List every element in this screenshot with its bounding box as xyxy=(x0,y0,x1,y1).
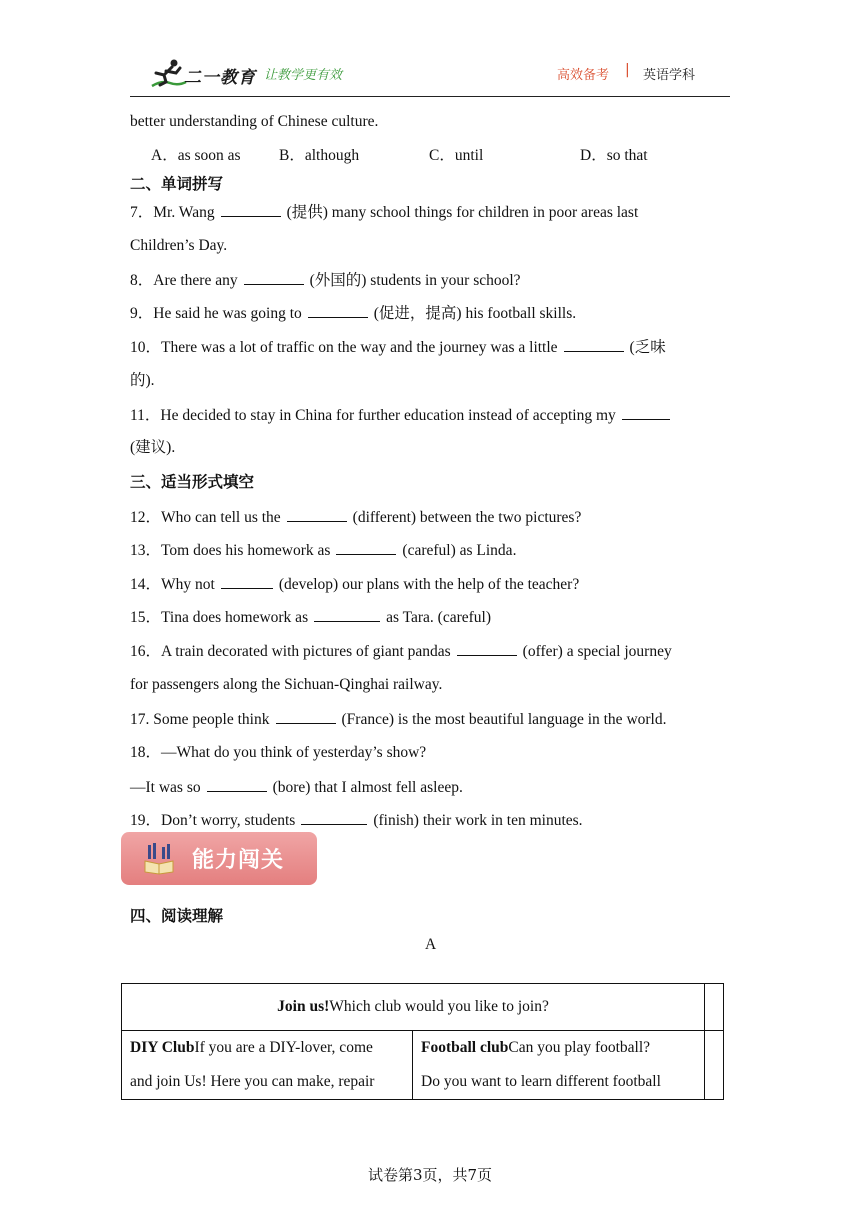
football-club-text-2: Do you want to learn different football xyxy=(421,1073,661,1090)
q13-text: 13．Tom does his homework as xyxy=(130,542,331,559)
q18-blank[interactable] xyxy=(207,777,267,792)
q16-blank[interactable] xyxy=(457,641,517,656)
q6-option-d: D．so that xyxy=(580,147,648,164)
q15-text: 15．Tina does homework as xyxy=(130,609,309,626)
q6-continuation: better understanding of Chinese culture. xyxy=(130,113,379,130)
q14-text-after: (develop) our plans with the help of the teacher? xyxy=(278,576,580,593)
header-bold: Join us! xyxy=(277,998,330,1015)
q8-text-after: (外国的) students in your school? xyxy=(309,272,521,289)
q8-blank[interactable] xyxy=(244,270,304,285)
q17-blank[interactable] xyxy=(276,709,336,724)
q11-continuation: (建议). xyxy=(130,439,176,456)
q14-blank[interactable] xyxy=(221,574,273,589)
question-15 xyxy=(130,607,491,628)
section4-title: 四、阅读理解 xyxy=(130,907,224,925)
diy-club-text-2: and join Us! Here you can make, repair xyxy=(130,1073,375,1090)
diy-club-text: If you are a DIY-lover, come xyxy=(194,1039,373,1056)
q16-text-after: (offer) a special journey xyxy=(522,643,672,660)
q9-text-after: (促进，提高) his football skills. xyxy=(373,305,577,322)
q18-answer-line xyxy=(130,777,463,798)
q18-text-after: (bore) that I almost fell asleep. xyxy=(272,779,463,796)
question-8 xyxy=(130,270,521,291)
q11-blank[interactable] xyxy=(622,405,670,420)
q17-text: 17. Some people think xyxy=(130,711,270,728)
section3-title: 三、适当形式填空 xyxy=(130,473,255,491)
q13-text-after: (careful) as Linda. xyxy=(402,542,517,559)
q6-option-b: B．although xyxy=(279,147,360,164)
passage-label: A xyxy=(425,936,437,953)
header-tag-right: 英语学科 xyxy=(643,68,696,83)
diy-club-cell xyxy=(122,1031,413,1100)
header-separator: | xyxy=(625,62,630,78)
q12-text-after: (different) between the two pictures? xyxy=(352,509,582,526)
q14-text: 14．Why not xyxy=(130,576,215,593)
question-12 xyxy=(130,507,581,528)
question-7 xyxy=(130,202,638,223)
table-empty-cell xyxy=(705,1031,724,1100)
q6-option-c: C．until xyxy=(429,147,484,164)
q9-blank[interactable] xyxy=(308,303,368,318)
runner-logo-icon xyxy=(148,58,188,90)
question-19 xyxy=(130,810,583,831)
q11-text: 11．He decided to stay in China for further education instead of accepting my xyxy=(130,407,616,424)
table-row xyxy=(122,1031,724,1100)
question-14 xyxy=(130,574,579,595)
q12-blank[interactable] xyxy=(287,507,347,522)
q7-text: 7．Mr. Wang xyxy=(130,204,215,221)
logo-text: 二一教育 xyxy=(184,68,256,88)
table-header-cell xyxy=(122,984,705,1031)
q18-text: —It was so xyxy=(130,779,201,796)
q16-text: 16．A train decorated with pictures of giant pandas xyxy=(130,643,451,660)
q10-blank[interactable] xyxy=(564,337,624,352)
q12-text: 12．Who can tell us the xyxy=(130,509,281,526)
section2-title: 二、单词拼写 xyxy=(130,175,224,193)
banner-label: 能力闯关 xyxy=(192,848,285,873)
question-17 xyxy=(130,709,666,730)
question-9 xyxy=(130,303,576,324)
q7-continuation: Children’s Day. xyxy=(130,237,228,254)
question-18: 18．—What do you think of yesterday’s show? xyxy=(130,744,427,761)
football-club-text: Can you play football? xyxy=(508,1039,651,1056)
q7-text-after: (提供) many school things for children in poor areas last xyxy=(286,204,639,221)
q15-blank[interactable] xyxy=(314,607,380,622)
diy-club-title: DIY Club xyxy=(130,1039,195,1056)
football-club-title: Football club xyxy=(421,1039,509,1056)
header-tag-left: 高效备考 xyxy=(557,68,610,83)
question-10 xyxy=(130,337,666,358)
q16-continuation: for passengers along the Sichuan-Qinghai railway. xyxy=(130,676,443,693)
q19-blank[interactable] xyxy=(301,810,367,825)
q10-text-after: (乏味 xyxy=(629,339,666,356)
football-club-cell xyxy=(413,1031,705,1100)
q8-text: 8．Are there any xyxy=(130,272,238,289)
q15-text-after: as Tara. (careful) xyxy=(386,609,492,626)
question-13 xyxy=(130,540,516,561)
q13-blank[interactable] xyxy=(336,540,396,555)
q9-text: 9．He said he was going to xyxy=(130,305,302,322)
q7-blank[interactable] xyxy=(221,202,281,217)
q10-continuation: 的). xyxy=(130,372,155,389)
q19-text: 19．Don’t worry, students xyxy=(130,812,296,829)
q19-text-after: (finish) their work in ten minutes. xyxy=(373,812,583,829)
table-row xyxy=(122,984,724,1031)
slogan: 让教学更有效 xyxy=(264,68,343,83)
header-rest: Which club would you like to join? xyxy=(329,998,549,1015)
question-11 xyxy=(130,405,676,426)
question-16 xyxy=(130,641,672,662)
page-footer: 试卷第3页，共7页 xyxy=(367,1166,493,1184)
q17-text-after: (France) is the most beautiful language in the world. xyxy=(341,711,667,728)
q6-option-a: A．as soon as xyxy=(151,147,241,164)
header-rule xyxy=(130,96,730,97)
club-table xyxy=(121,983,724,1100)
book-icon xyxy=(142,841,176,875)
table-empty-cell xyxy=(705,984,724,1031)
q10-text: 10．There was a lot of traffic on the way and the journey was a little xyxy=(130,339,558,356)
